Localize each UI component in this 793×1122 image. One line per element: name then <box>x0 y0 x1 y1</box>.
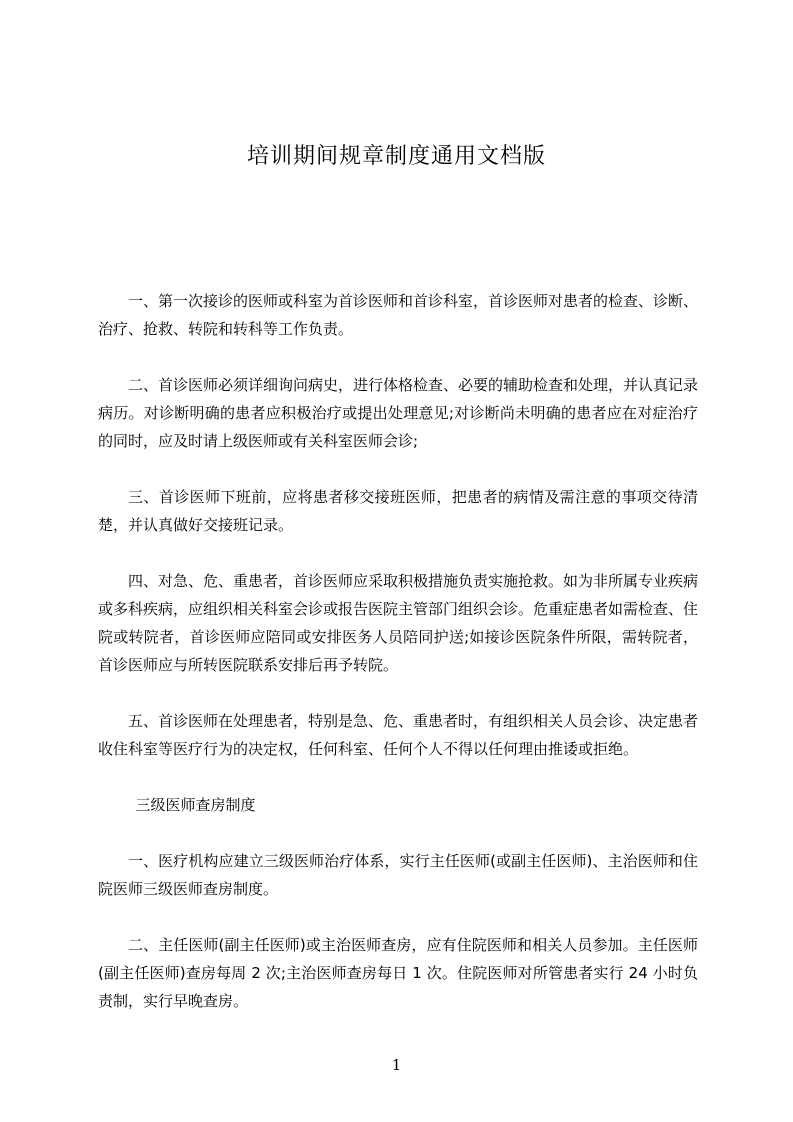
section-heading: 三级医师查房制度 <box>135 796 256 814</box>
paragraph-4: 四、对急、危、重患者，首诊医师应采取积极措施负责实施抢救。如为非所属专业疾病或多科疾病，应组织相关科室会诊或报告医院主管部门组织会诊。危重症患者如需检查、住院或转院者，首诊医师应陪同或安排医务人员陪同护送;如接诊医院条件所限，需转院者，首诊医师应与所转医院联系安排后再予转院。 <box>98 572 699 674</box>
page-number: 1 <box>391 1056 402 1074</box>
paragraph-2: 二、首诊医师必须详细询问病史，进行体格检查、必要的辅助检查和处理，并认真记录病历。对诊断明确的患者应积极治疗或提出处理意见;对诊断尚未明确的患者应在对症治疗的同时，应及时请上级医师或有关科室医师会诊; <box>98 376 699 450</box>
paragraph-1: 一、第一次接诊的医师或科室为首诊医师和首诊科室，首诊医师对患者的检查、诊断、治疗、抢救、转院和转科等工作负责。 <box>98 292 699 338</box>
paragraph-3: 三、首诊医师下班前，应将患者移交接班医师，把患者的病情及需注意的事项交待清楚，并认真做好交接班记录。 <box>98 488 698 534</box>
paragraph-7: 二、主任医师(副主任医师)或主治医师查房，应有住院医师和相关人员参加。主任医师(副主任医师)查房每周 2 次;主治医师查房每日 1 次。住院医师对所管患者实行 24 小时负责制，实行早晚查房。 <box>98 936 698 1010</box>
document-body <box>98 287 698 1043</box>
paragraph-6: 一、医疗机构应建立三级医师治疗体系，实行主任医师(或副主任医师)、主治医师和住院医师三级医师查房制度。 <box>98 852 698 898</box>
paragraph-5: 五、首诊医师在处理患者，特别是急、危、重患者时，有组织相关人员会诊、决定患者收住科室等医疗行为的决定权，任何科室、任何个人不得以任何理由推诿或拒绝。 <box>98 712 699 758</box>
document-title: 培训期间规章制度通用文档版 <box>246 144 546 169</box>
